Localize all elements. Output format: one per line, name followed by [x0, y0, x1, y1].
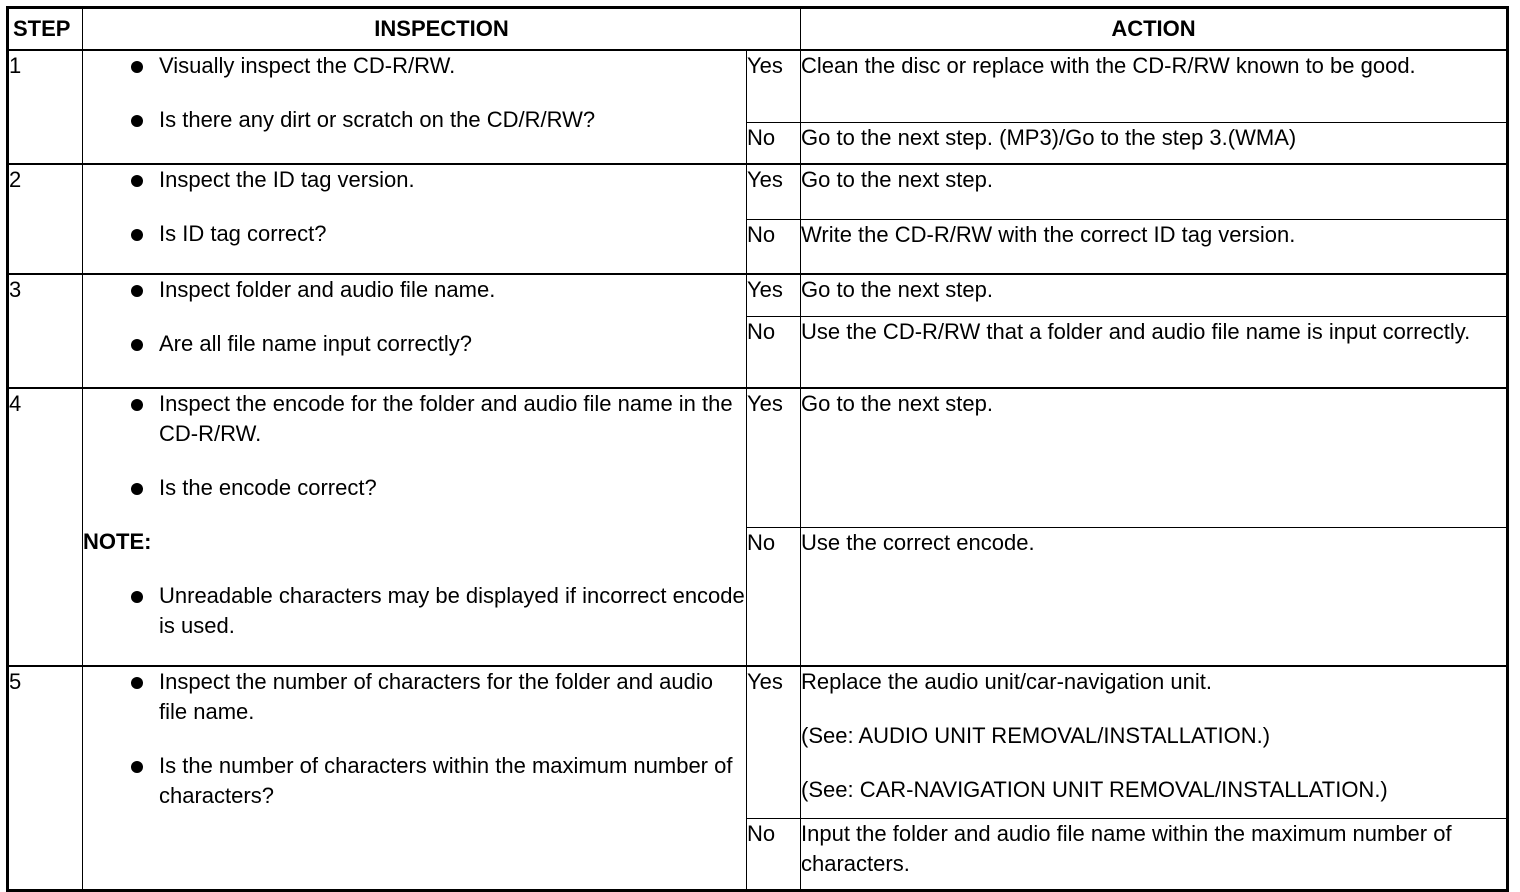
header-step: STEP — [8, 8, 83, 51]
table-row — [8, 274, 1508, 316]
no-label: No — [747, 527, 801, 666]
action-text: Write the CD-R/RW with the correct ID tag version. — [801, 221, 1296, 247]
yes-label: Yes — [747, 666, 801, 818]
inspection-cell — [83, 274, 747, 388]
action-text: Go to the next step. — [801, 391, 994, 416]
header-inspection: INSPECTION — [83, 8, 801, 51]
note-bullet: Unreadable characters may be displayed if incorrect encode is used. — [83, 581, 746, 641]
action-yes — [801, 274, 1508, 316]
action-text: Clean the disc or replace with the CD-R/RW known to be good. — [801, 53, 1416, 78]
action-text: Go to the next step. — [801, 167, 994, 192]
inspection-bullet: Inspect the ID tag version. — [83, 165, 746, 195]
inspection-bullet: Visually inspect the CD-R/RW. — [83, 51, 746, 81]
inspection-bullet: Inspect folder and audio file name. — [83, 275, 746, 305]
action-text: Go to the next step. — [801, 277, 994, 302]
inspection-cell — [83, 164, 747, 274]
inspection-bullet: Is there any dirt or scratch on the CD/R/RW? — [83, 105, 746, 135]
inspection-bullet: Is the encode correct? — [83, 473, 746, 503]
table-row — [8, 666, 1508, 818]
action-text: Use the CD-R/RW that a folder and audio file name is input correctly. — [801, 318, 1471, 344]
inspection-bullet: Is ID tag correct? — [83, 219, 746, 249]
action-text: Input the folder and audio file name within the maximum number of characters. — [801, 820, 1452, 876]
no-label: No — [747, 122, 801, 164]
action-no — [801, 122, 1508, 164]
inspection-cell — [83, 50, 747, 164]
yes-label: Yes — [747, 50, 801, 122]
action-no — [801, 527, 1508, 666]
header-row — [8, 8, 1508, 51]
inspection-cell — [83, 388, 747, 666]
yes-label: Yes — [747, 388, 801, 527]
action-text: Use the correct encode. — [801, 529, 1035, 555]
action-text: (See: CAR-NAVIGATION UNIT REMOVAL/INSTALLATION.) — [801, 777, 1388, 802]
note-label: NOTE: — [83, 529, 152, 554]
no-label: No — [747, 818, 801, 890]
action-text: (See: AUDIO UNIT REMOVAL/INSTALLATION.) — [801, 723, 1271, 748]
inspection-bullet: Inspect the number of characters for the folder and audio file name. — [83, 667, 746, 727]
yes-label: Yes — [747, 164, 801, 219]
yes-label: Yes — [747, 274, 801, 316]
inspection-cell — [83, 666, 747, 890]
table-row — [8, 388, 1508, 527]
step-number: 3 — [8, 274, 83, 388]
action-yes — [801, 50, 1508, 122]
no-label: No — [747, 316, 801, 388]
action-no — [801, 219, 1508, 274]
troubleshooting-table — [6, 6, 1509, 892]
inspection-bullet: Inspect the encode for the folder and audio file name in the CD-R/RW. — [83, 389, 746, 449]
action-text: Go to the next step. (MP3)/Go to the step 3.(WMA) — [801, 124, 1297, 150]
action-yes — [801, 388, 1508, 527]
inspection-bullet: Is the number of characters within the maximum number of characters? — [83, 751, 746, 811]
action-yes — [801, 666, 1508, 818]
table-row — [8, 164, 1508, 219]
step-number: 2 — [8, 164, 83, 274]
action-no — [801, 818, 1508, 890]
no-label: No — [747, 219, 801, 274]
header-action: ACTION — [801, 8, 1508, 51]
inspection-bullet: Are all file name input correctly? — [83, 329, 746, 359]
action-no — [801, 316, 1508, 388]
table-row — [8, 50, 1508, 122]
action-text: Replace the audio unit/car-navigation unit. — [801, 669, 1212, 694]
step-number: 5 — [8, 666, 83, 890]
step-number: 1 — [8, 50, 83, 164]
step-number: 4 — [8, 388, 83, 666]
table-body — [8, 50, 1508, 890]
action-yes — [801, 164, 1508, 219]
